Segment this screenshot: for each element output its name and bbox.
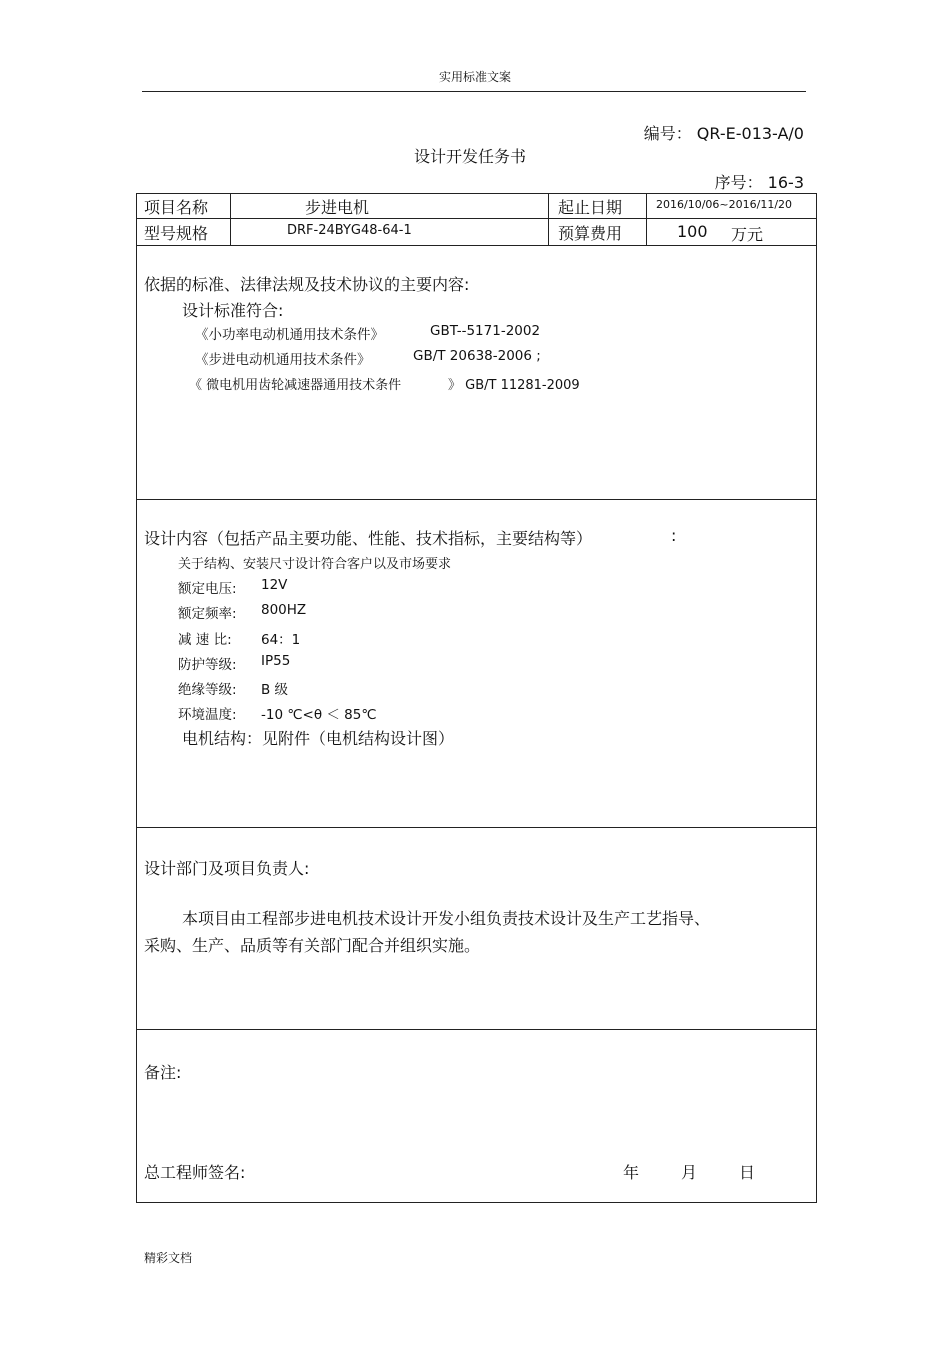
project-name-label: 项目名称	[144, 198, 209, 217]
page-header: 实用标准文案	[438, 70, 511, 84]
spec-label: 防护等级:	[178, 657, 237, 673]
spec-value: B 级	[261, 682, 289, 698]
standard-code: GBT--5171-2002	[430, 323, 541, 339]
spec-value: 64：1	[261, 632, 301, 648]
standard-name: 《小功率电动机通用技术条件》	[195, 327, 384, 343]
spec-value: 12V	[261, 577, 288, 593]
serial-number: 序号： 16-3	[714, 173, 804, 192]
section-divider	[137, 827, 816, 828]
project-name-value: 步进电机	[305, 198, 370, 217]
standard-code: 》 GB/T 11281-2009	[448, 378, 580, 393]
standard-code: GB/T 20638-2006 ;	[413, 348, 541, 364]
department-text-line1: 本项目由工程部步进电机技术设计开发小组负责技术设计及生产工艺指导、	[182, 909, 711, 928]
spec-value: 800HZ	[261, 602, 307, 618]
page-footer: 精彩文档	[144, 1251, 193, 1265]
budget-value: 100	[677, 222, 708, 241]
standards-heading: 依据的标准、法律法规及技术协议的主要内容:	[144, 275, 470, 294]
remarks-heading: 备注:	[144, 1063, 182, 1082]
date-value: 2016/10/06~2016/11/20	[656, 198, 793, 211]
signature-month: 月	[681, 1163, 698, 1182]
spec-label: 环境温度:	[178, 707, 237, 723]
task-form	[136, 193, 817, 1203]
document-title: 设计开发任务书	[413, 147, 526, 166]
header-divider	[142, 91, 806, 92]
spec-label: 额定电压:	[178, 581, 237, 597]
standards-subheading: 设计标准符合:	[182, 301, 284, 320]
row-divider	[137, 245, 816, 246]
budget-label: 预算费用	[558, 224, 623, 243]
spec-label: 额定频率:	[178, 606, 237, 622]
spec-label: 减 速 比:	[178, 632, 232, 648]
chief-engineer-signature-label: 总工程师签名:	[144, 1163, 246, 1182]
standard-name: 《步进电动机通用技术条件》	[195, 352, 371, 368]
column-divider	[230, 194, 231, 245]
spec-label: 绝缘等级:	[178, 682, 237, 698]
document-number: 编号： QR-E-013-A/0	[643, 124, 804, 143]
column-divider	[548, 194, 549, 245]
row-divider	[137, 218, 816, 219]
section-divider	[137, 499, 816, 500]
design-heading-colon: :	[671, 526, 677, 545]
budget-unit: 万元	[731, 225, 764, 244]
column-divider	[646, 194, 647, 245]
design-intro: 关于结构、安装尺寸设计符合客户以及市场要求	[178, 557, 452, 572]
design-heading: 设计内容（包括产品主要功能、性能、技术指标，主要结构等）	[144, 529, 593, 548]
signature-day: 日	[739, 1163, 756, 1182]
department-heading: 设计部门及项目负责人:	[144, 859, 310, 878]
department-text-line2: 采购、生产、品质等有关部门配合并组织实施。	[144, 936, 481, 955]
section-divider	[137, 1029, 816, 1030]
spec-value: -10 ℃<θ ＜ 85℃	[261, 707, 377, 723]
standard-name: 《 微电机用齿轮减速器通用技术条件	[189, 378, 402, 393]
signature-year: 年	[623, 1163, 640, 1182]
spec-value: IP55	[261, 653, 291, 669]
model-value: DRF-24BYG48-64-1	[287, 223, 412, 238]
date-label: 起止日期	[558, 198, 623, 217]
motor-structure: 电机结构：见附件（电机结构设计图）	[182, 729, 455, 748]
model-label: 型号规格	[144, 224, 209, 243]
